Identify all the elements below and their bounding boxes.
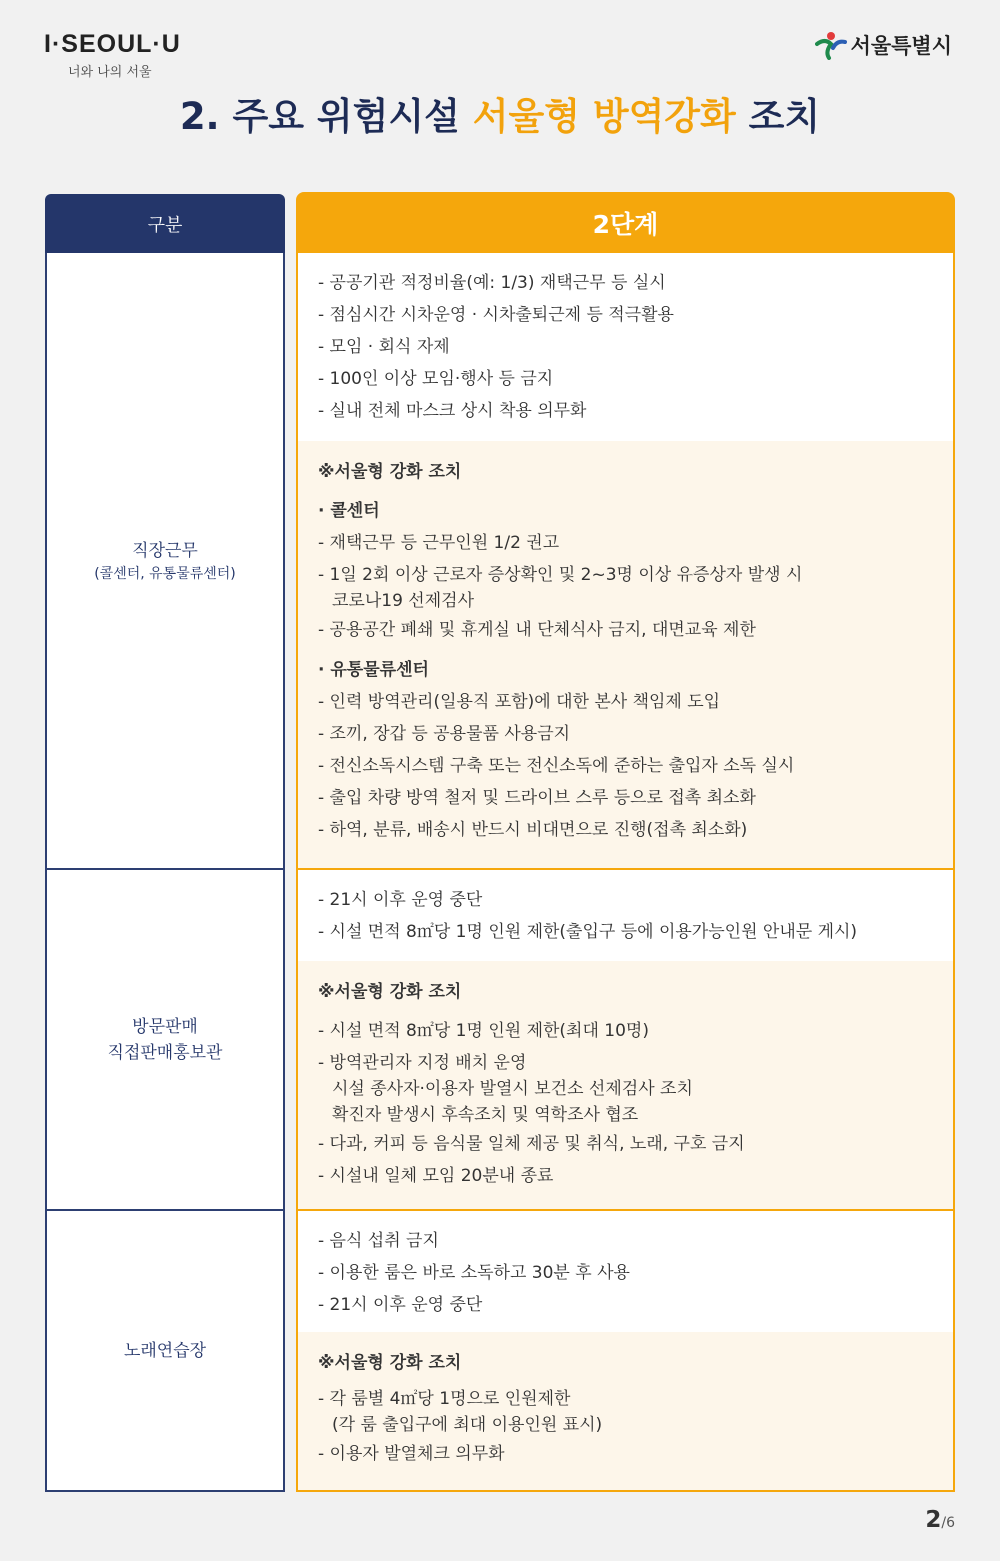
- stage-header: 2단계: [296, 192, 955, 253]
- title-suffix: 조치: [735, 95, 821, 138]
- list-item-continued: 확진자 발생시 후속조치 및 역학조사 협조: [332, 1105, 639, 1125]
- subsection-title: · 유통물류센터: [318, 660, 429, 680]
- seoul-city-logo: [815, 30, 952, 60]
- list-item: - 출입 차량 방역 철저 및 드라이브 스루 등으로 접촉 최소화: [318, 788, 756, 808]
- category-label: 직장근무: [132, 540, 198, 561]
- enhanced-note: ※서울형 강화 조치: [318, 982, 462, 1002]
- category-cell-karaoke: [45, 1211, 285, 1492]
- stage-cell-door-to-door: [296, 870, 955, 1211]
- list-item: - 방역관리자 지정 배치 운영: [318, 1053, 527, 1073]
- logo-text: I·SEOUL·U: [44, 30, 181, 58]
- list-item: - 시설내 일체 모임 20분내 종료: [318, 1166, 554, 1186]
- category-cell-door-to-door: [45, 870, 285, 1211]
- list-item: - 21시 이후 운영 중단: [318, 890, 483, 910]
- list-item: - 점심시간 시차운영 · 시차출퇴근제 등 적극활용: [318, 305, 674, 325]
- category-label: 노래연습장: [123, 1340, 207, 1361]
- list-item: - 실내 전체 마스크 상시 착용 의무화: [318, 401, 587, 421]
- category-sublabel: (콜센터, 유통물류센터): [94, 565, 236, 582]
- list-item: - 21시 이후 운영 중단: [318, 1295, 483, 1315]
- list-item: - 시설 면적 8㎡당 1명 인원 제한(출입구 등에 이용가능인원 안내문 게시): [318, 922, 858, 942]
- stage-column: [296, 192, 955, 1492]
- list-item: - 다과, 커피 등 음식물 일체 제공 및 취식, 노래, 구호 금지: [318, 1134, 745, 1154]
- page-current: 2: [925, 1507, 942, 1533]
- list-item: - 인력 방역관리(일용직 포함)에 대한 본사 책임제 도입: [318, 692, 721, 712]
- basic-measures: [298, 870, 953, 961]
- page-title: [0, 86, 1000, 140]
- list-item: - 100인 이상 모임·행사 등 금지: [318, 369, 554, 389]
- title-highlight: 서울형 방역강화: [472, 95, 736, 138]
- stage-cell-karaoke: [296, 1211, 955, 1492]
- list-item: - 전신소독시스템 구축 또는 전신소독에 준하는 출입자 소독 실시: [318, 756, 795, 776]
- list-item: - 공용공간 폐쇄 및 휴게실 내 단체식사 금지, 대면교육 제한: [318, 620, 756, 640]
- list-item: - 이용자 발열체크 의무화: [318, 1444, 505, 1464]
- seoul-enhanced-measures: [298, 441, 953, 868]
- page-total: /6: [941, 1515, 955, 1531]
- category-label-line2: 직접판매홍보관: [107, 1042, 223, 1063]
- list-item: - 1일 2회 이상 근로자 증상확인 및 2~3명 이상 유증상자 발생 시: [318, 565, 803, 585]
- list-item: - 음식 섭취 금지: [318, 1231, 439, 1251]
- list-item-continued: 코로나19 선제검사: [332, 591, 474, 611]
- category-header: 구분: [45, 194, 285, 253]
- category-column: [45, 194, 285, 1492]
- seoul-enhanced-measures: [298, 961, 953, 1209]
- iseoulu-logo: [44, 30, 181, 80]
- logo-subtitle: 너와 나의 서울: [68, 65, 152, 80]
- category-cell-workplace: [45, 253, 285, 870]
- list-item-continued: (각 룸 출입구에 최대 이용인원 표시): [332, 1415, 603, 1435]
- enhanced-note: ※서울형 강화 조치: [318, 462, 462, 482]
- list-item: - 각 룸별 4㎡당 1명으로 인원제한: [318, 1389, 571, 1409]
- basic-measures: [298, 1211, 953, 1332]
- subsection-title: · 콜센터: [318, 501, 380, 521]
- list-item: - 재택근무 등 근무인원 1/2 권고: [318, 533, 560, 553]
- basic-measures: [298, 253, 953, 441]
- list-item: - 조끼, 장갑 등 공용물품 사용금지: [318, 724, 571, 744]
- list-item: - 하역, 분류, 배송시 반드시 비대면으로 진행(접촉 최소화): [318, 820, 748, 840]
- list-item: - 공공기관 적정비율(예: 1/3) 재택근무 등 실시: [318, 273, 666, 293]
- page-number: [925, 1507, 955, 1533]
- title-prefix: 2. 주요 위험시설: [179, 95, 473, 138]
- list-item: - 시설 면적 8㎡당 1명 인원 제한(최대 10명): [318, 1021, 649, 1041]
- org-name: 서울특별시: [850, 34, 952, 58]
- category-label: 방문판매: [132, 1016, 198, 1037]
- list-item: - 모임 · 회식 자제: [318, 337, 450, 357]
- list-item-continued: 시설 종사자·이용자 발열시 보건소 선제검사 조치: [332, 1079, 693, 1099]
- enhanced-note: ※서울형 강화 조치: [318, 1353, 462, 1373]
- stage-cell-workplace: [296, 253, 955, 870]
- seoul-enhanced-measures: [298, 1332, 953, 1490]
- seoul-emblem-icon: [815, 30, 847, 60]
- list-item: - 이용한 룸은 바로 소독하고 30분 후 사용: [318, 1263, 630, 1283]
